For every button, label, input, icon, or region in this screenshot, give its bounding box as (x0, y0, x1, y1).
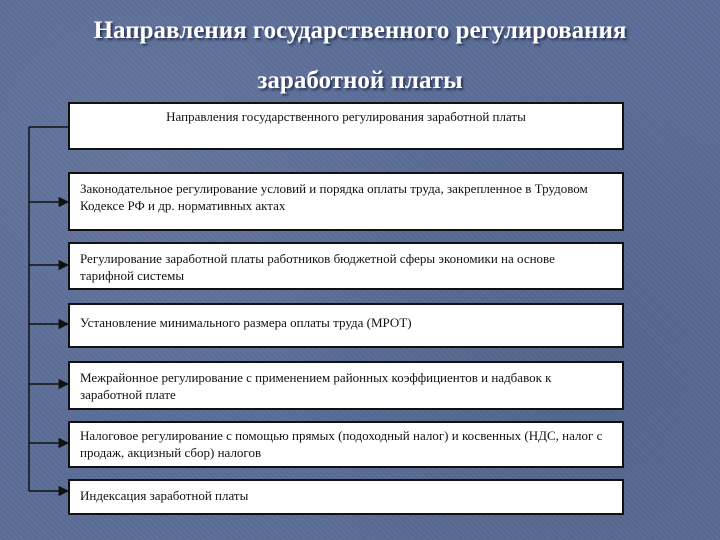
header-box (68, 102, 624, 150)
item-box-text: Межрайонное регулирование с применением районных коэффициентов и надбавок к заработной плате (80, 370, 552, 402)
item-box-legislative (68, 172, 624, 231)
item-box-tax (68, 421, 624, 468)
header-box-text: Направления государственного регулирования заработной платы (166, 109, 526, 124)
item-box-regional (68, 361, 624, 410)
item-box-text: Индексация заработной платы (80, 488, 249, 503)
slide-title-line-2: заработной платы (257, 67, 463, 94)
item-box-text: Регулирование заработной платы работников бюджетной сферы экономики на основе тарифной системы (80, 251, 555, 283)
slide-title-line-1: Направления государственного регулирования (93, 17, 627, 44)
item-box-mrot (68, 303, 624, 348)
item-box-text: Налоговое регулирование с помощью прямых (подоходный налог) и косвенных (НДС, налог с продаж, акцизный сбор) налогов (80, 428, 603, 460)
item-box-budget-sector (68, 242, 624, 290)
item-box-text: Установление минимального размера оплаты труда (МРОТ) (80, 315, 412, 330)
item-box-text: Законодательное регулирование условий и порядка оплаты труда, закрепленное в Трудовом Кодексе РФ и др. нормативных актах (80, 181, 588, 213)
item-box-indexation (68, 479, 624, 515)
